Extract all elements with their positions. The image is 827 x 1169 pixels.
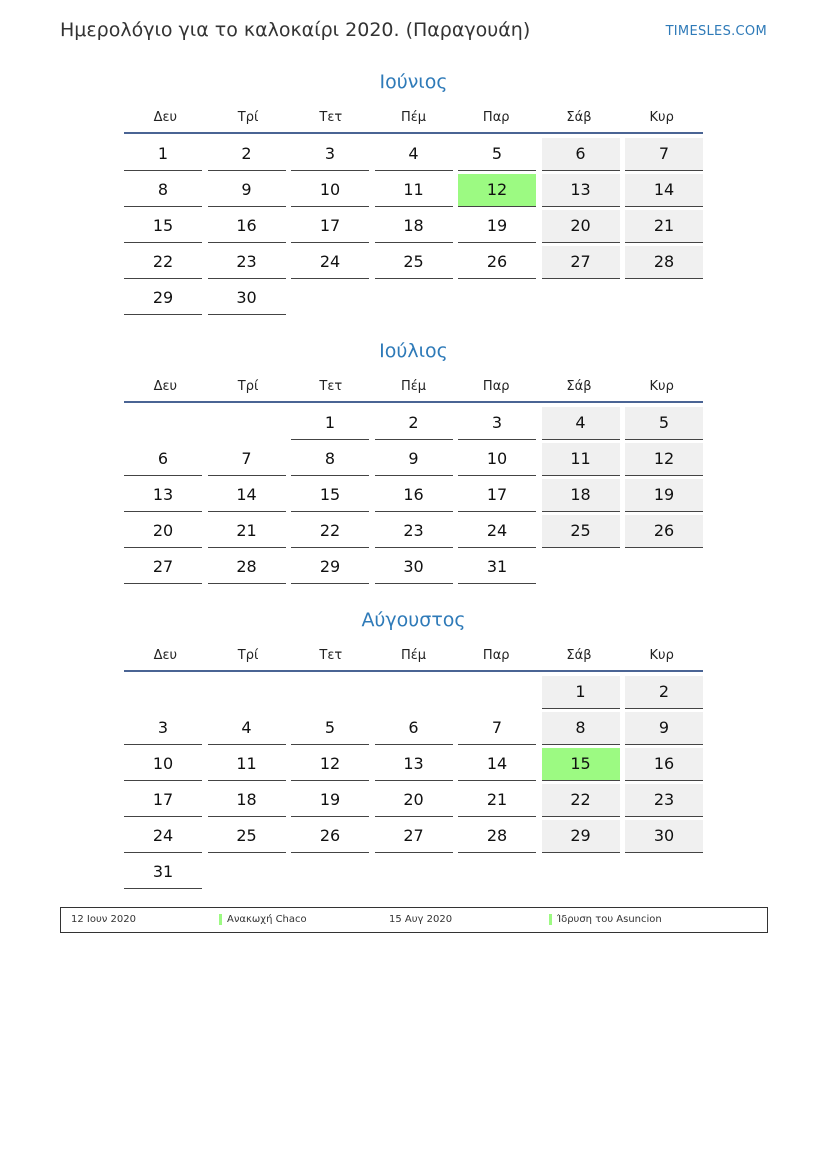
day-cell[interactable]: 19 [291,784,369,817]
day-cell[interactable]: 9 [208,174,286,207]
weekday-label: Παρ [482,109,510,125]
weekday-separator [124,401,703,403]
day-cell[interactable]: 26 [458,246,536,279]
weekday-label: Δευ [153,109,178,125]
day-cell[interactable]: 2 [208,138,286,171]
week-row [124,174,703,210]
legend-name-1: Ανακωχή Chaco [227,914,307,925]
weekday-label: Τρί [237,647,259,663]
day-cell[interactable]: 5 [458,138,536,171]
day-cell[interactable]: 22 [291,515,369,548]
day-cell[interactable]: 19 [458,210,536,243]
weekday-label: Τετ [319,378,343,394]
day-cell[interactable]: 9 [625,712,703,745]
empty-day-cell [124,676,202,708]
day-cell[interactable]: 18 [542,479,620,512]
week-row [124,479,703,515]
day-cell[interactable]: 16 [625,748,703,781]
week-row [124,712,703,748]
day-cell[interactable]: 30 [208,282,286,315]
day-cell[interactable]: 29 [542,820,620,853]
day-cell[interactable]: 6 [375,712,453,745]
weekday-label: Κυρ [649,378,674,394]
day-cell[interactable]: 8 [291,443,369,476]
day-cell[interactable]: 20 [542,210,620,243]
day-cell[interactable]: 9 [375,443,453,476]
day-cell[interactable]: 30 [375,551,453,584]
day-cell[interactable]: 1 [291,407,369,440]
day-cell[interactable]: 5 [625,407,703,440]
weekday-label: Δευ [153,647,178,663]
day-cell[interactable]: 21 [625,210,703,243]
legend-date-1: 12 Ιουν 2020 [71,914,136,925]
day-cell[interactable]: 29 [291,551,369,584]
empty-day-cell [124,407,202,439]
month-name: Αύγουστος [361,609,466,631]
day-cell[interactable]: 4 [208,712,286,745]
week-row [124,138,703,174]
day-cell[interactable]: 16 [208,210,286,243]
week-row [124,856,703,892]
day-cell[interactable]: 15 [124,210,202,243]
day-cell[interactable]: 25 [208,820,286,853]
month-block [124,337,703,587]
weekday-label: Τρί [237,109,259,125]
holiday-day-cell[interactable]: 15 [542,748,620,781]
weekday-label: Πέμ [400,647,427,663]
day-cell[interactable]: 27 [124,551,202,584]
day-cell[interactable]: 23 [208,246,286,279]
day-cell[interactable]: 22 [542,784,620,817]
brand-link[interactable]: TIMESLES.COM [665,24,767,39]
day-cell[interactable]: 28 [625,246,703,279]
week-row [124,551,703,587]
empty-day-cell [625,856,703,888]
week-row [124,820,703,856]
day-cell[interactable]: 1 [124,138,202,171]
empty-day-cell [291,856,369,888]
day-cell[interactable]: 20 [375,784,453,817]
day-cell[interactable]: 21 [458,784,536,817]
week-row [124,515,703,551]
day-cell[interactable]: 13 [375,748,453,781]
day-cell[interactable]: 11 [375,174,453,207]
day-cell[interactable]: 27 [375,820,453,853]
day-cell[interactable]: 10 [458,443,536,476]
day-cell[interactable]: 24 [458,515,536,548]
day-cell[interactable]: 24 [124,820,202,853]
weekday-label: Παρ [482,647,510,663]
empty-day-cell [542,551,620,583]
day-cell[interactable]: 12 [291,748,369,781]
day-cell[interactable]: 6 [542,138,620,171]
day-cell[interactable]: 3 [124,712,202,745]
weekday-label: Δευ [153,378,178,394]
empty-day-cell [375,282,453,314]
month-name: Ιούνιος [379,71,448,93]
day-cell[interactable]: 20 [124,515,202,548]
holiday-legend [60,907,768,933]
weekday-label: Πέμ [400,378,427,394]
day-cell[interactable]: 13 [124,479,202,512]
legend-swatch-1 [219,914,222,925]
legend-name-2: Ίδρυση του Asuncion [557,914,662,925]
weekday-label: Κυρ [649,109,674,125]
weekday-label: Κυρ [649,647,674,663]
empty-day-cell [208,676,286,708]
day-cell[interactable]: 14 [625,174,703,207]
day-cell[interactable]: 19 [625,479,703,512]
empty-day-cell [375,856,453,888]
day-cell[interactable]: 10 [124,748,202,781]
day-cell[interactable]: 3 [458,407,536,440]
weekday-separator [124,132,703,134]
day-cell[interactable]: 10 [291,174,369,207]
weekday-header-row [124,371,703,401]
day-cell[interactable]: 15 [291,479,369,512]
empty-day-cell [542,856,620,888]
month-block [124,68,703,318]
day-cell[interactable]: 26 [625,515,703,548]
weekday-label: Τρί [237,378,259,394]
weeks-grid [124,138,703,318]
day-cell[interactable]: 28 [458,820,536,853]
week-row [124,407,703,443]
weekday-header-row [124,102,703,132]
day-cell[interactable]: 7 [625,138,703,171]
empty-day-cell [458,282,536,314]
weekday-label: Πέμ [400,109,427,125]
week-row [124,246,703,282]
weeks-grid [124,407,703,587]
day-cell[interactable]: 25 [542,515,620,548]
day-cell[interactable]: 25 [375,246,453,279]
empty-day-cell [291,282,369,314]
weeks-grid [124,676,703,892]
empty-day-cell [291,676,369,708]
month-block [124,606,703,892]
day-cell[interactable]: 31 [458,551,536,584]
day-cell[interactable]: 18 [375,210,453,243]
day-cell[interactable]: 17 [124,784,202,817]
day-cell[interactable]: 26 [291,820,369,853]
week-row [124,748,703,784]
weekday-label: Σάβ [566,378,592,394]
day-cell[interactable]: 5 [291,712,369,745]
empty-day-cell [542,282,620,314]
empty-day-cell [625,282,703,314]
day-cell[interactable]: 18 [208,784,286,817]
day-cell[interactable]: 14 [458,748,536,781]
day-cell[interactable]: 8 [542,712,620,745]
month-name: Ιούλιος [379,340,448,362]
day-cell[interactable]: 2 [375,407,453,440]
weekday-header-row [124,640,703,670]
day-cell[interactable]: 28 [208,551,286,584]
day-cell[interactable]: 12 [625,443,703,476]
day-cell[interactable]: 3 [291,138,369,171]
empty-day-cell [375,676,453,708]
weekday-separator [124,670,703,672]
week-row [124,443,703,479]
week-row [124,282,703,318]
weekday-label: Παρ [482,378,510,394]
day-cell[interactable]: 4 [542,407,620,440]
empty-day-cell [458,856,536,888]
day-cell[interactable]: 14 [208,479,286,512]
empty-day-cell [208,856,286,888]
legend-swatch-2 [549,914,552,925]
empty-day-cell [458,676,536,708]
day-cell[interactable]: 22 [124,246,202,279]
day-cell[interactable]: 8 [124,174,202,207]
day-cell[interactable]: 17 [291,210,369,243]
day-cell[interactable]: 1 [542,676,620,709]
day-cell[interactable]: 23 [375,515,453,548]
day-cell[interactable]: 6 [124,443,202,476]
day-cell[interactable]: 31 [124,856,202,889]
day-cell[interactable]: 30 [625,820,703,853]
holiday-day-cell[interactable]: 12 [458,174,536,207]
day-cell[interactable]: 23 [625,784,703,817]
day-cell[interactable]: 4 [375,138,453,171]
page-title: Ημερολόγιο για το καλοκαίρι 2020. (Παραγουάη) [60,19,531,41]
week-row [124,210,703,246]
empty-day-cell [625,551,703,583]
week-row [124,784,703,820]
day-cell[interactable]: 7 [208,443,286,476]
day-cell[interactable]: 29 [124,282,202,315]
weekday-label: Σάβ [566,647,592,663]
weekday-label: Τετ [319,109,343,125]
weekday-label: Σάβ [566,109,592,125]
day-cell[interactable]: 11 [208,748,286,781]
day-cell[interactable]: 11 [542,443,620,476]
weekday-label: Τετ [319,647,343,663]
day-cell[interactable]: 21 [208,515,286,548]
legend-date-2: 15 Αυγ 2020 [389,914,453,925]
day-cell[interactable]: 24 [291,246,369,279]
day-cell[interactable]: 7 [458,712,536,745]
day-cell[interactable]: 16 [375,479,453,512]
day-cell[interactable]: 13 [542,174,620,207]
empty-day-cell [208,407,286,439]
day-cell[interactable]: 2 [625,676,703,709]
day-cell[interactable]: 17 [458,479,536,512]
day-cell[interactable]: 27 [542,246,620,279]
week-row [124,676,703,712]
